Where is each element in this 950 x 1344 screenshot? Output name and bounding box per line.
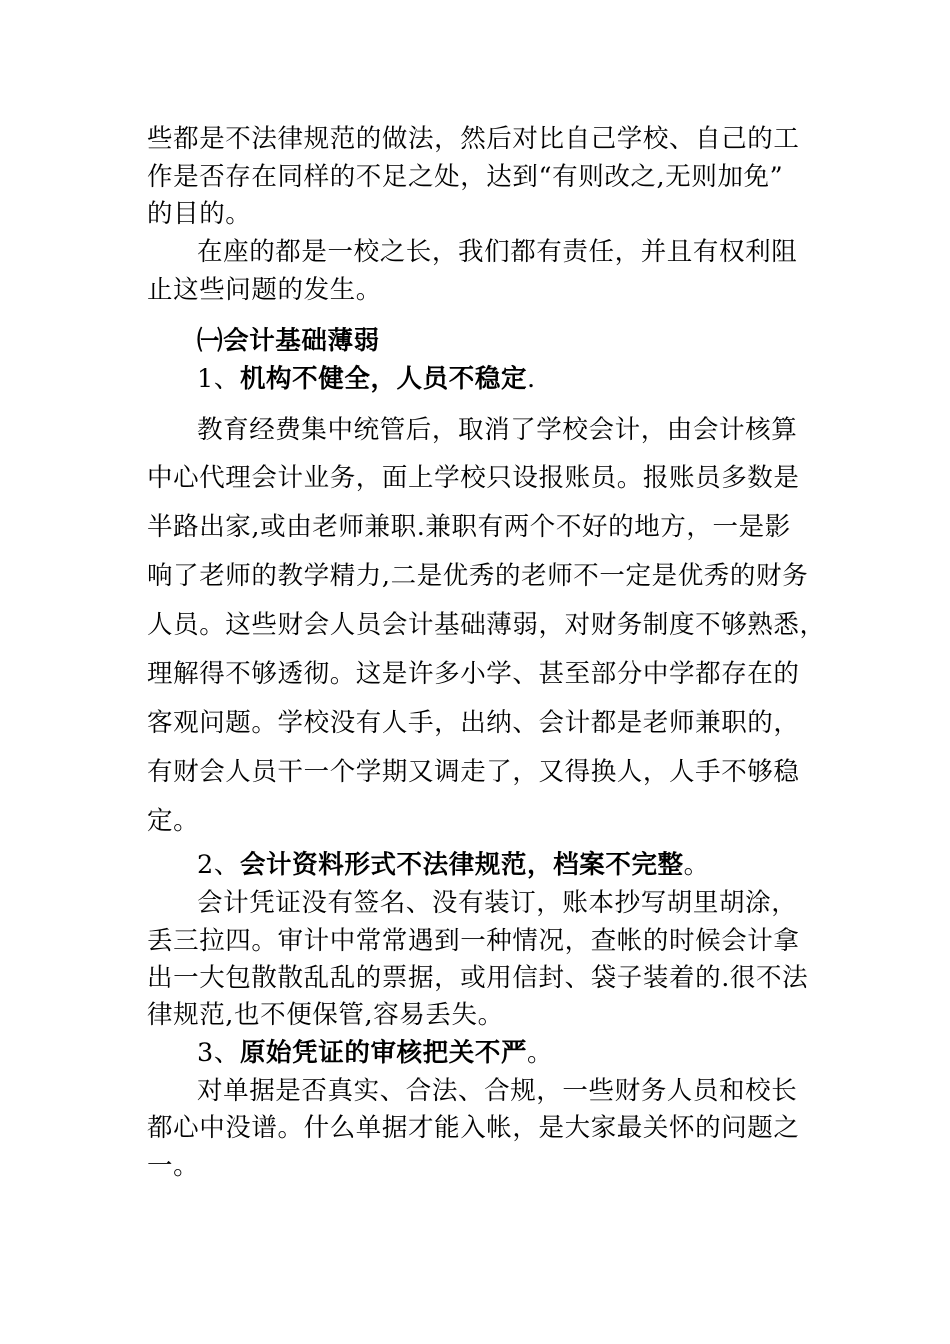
paragraph-line: 响了老师的教学精力,二是优秀的老师不一定是优秀的财务 bbox=[147, 561, 809, 591]
paragraph-line: 客观问题。学校没有人手，出纳、会计都是老师兼职的， bbox=[147, 708, 800, 738]
subheading-title: 会计资料形式不法律规范，档案不完整 bbox=[239, 850, 684, 880]
subheading bbox=[197, 1036, 553, 1070]
subheading-title: 机构不健全，人员不稳定 bbox=[239, 364, 528, 394]
section-heading: ㈠会计基础薄弱 bbox=[197, 326, 380, 356]
paragraph-line: 的目的。 bbox=[147, 199, 252, 229]
paragraph-line: 定。 bbox=[147, 806, 200, 836]
paragraph-line: 止这些问题的发生。 bbox=[147, 275, 382, 305]
paragraph-line: 会计凭证没有签名、没有装订，账本抄写胡里胡涂， bbox=[197, 888, 798, 918]
paragraph-line: 都心中没谱。什么单据才能入帐，是大家最关怀的问题之 bbox=[147, 1113, 800, 1143]
paragraph-line: 在座的都是一校之长，我们都有责任，并且有权利阻 bbox=[197, 237, 798, 267]
paragraph-line: 律规范,也不便保管,容易丢失。 bbox=[147, 1000, 504, 1030]
paragraph-line: 作是否存在同样的不足之处，达到“有则改之,无则加免” bbox=[147, 162, 784, 192]
subheading-punct: 。 bbox=[683, 850, 710, 880]
subheading-punct: . bbox=[527, 364, 536, 394]
subheading-number: 2、 bbox=[197, 850, 240, 880]
subheading-number: 3、 bbox=[197, 1038, 240, 1068]
paragraph-line: 些都是不法律规范的做法，然后对比自己学校、自己的工 bbox=[147, 124, 800, 154]
paragraph-line: 有财会人员干一个学期又调走了，又得换人，人手不够稳 bbox=[147, 757, 800, 787]
subheading-punct: 。 bbox=[527, 1038, 554, 1068]
subheading bbox=[197, 362, 536, 396]
subheading bbox=[197, 848, 710, 882]
subheading-title: 原始凭证的审核把关不严 bbox=[239, 1038, 528, 1068]
paragraph-line: 理解得不够透彻。这是许多小学、甚至部分中学都存在的 bbox=[147, 659, 800, 689]
paragraph-line: 中心代理会计业务，面上学校只设报账员。报账员多数是 bbox=[147, 463, 800, 493]
paragraph-line: 对单据是否真实、合法、合规，一些财务人员和校长 bbox=[197, 1076, 798, 1106]
paragraph-line: 人员。这些财会人员会计基础薄弱，对财务制度不够熟悉， bbox=[147, 610, 826, 640]
paragraph-line: 教育经费集中统管后，取消了学校会计，由会计核算 bbox=[197, 415, 798, 445]
paragraph-line: 丢三拉四。审计中常常遇到一种情况，查帐的时候会计拿 bbox=[147, 926, 800, 956]
subheading-number: 1、 bbox=[197, 364, 240, 394]
paragraph-line: 半路出家,或由老师兼职.兼职有两个不好的地方，一是影 bbox=[147, 512, 791, 542]
paragraph-line: 一。 bbox=[147, 1151, 200, 1181]
paragraph-line: 出一大包散散乱乱的票据，或用信封、袋子装着的.很不法 bbox=[147, 963, 809, 993]
